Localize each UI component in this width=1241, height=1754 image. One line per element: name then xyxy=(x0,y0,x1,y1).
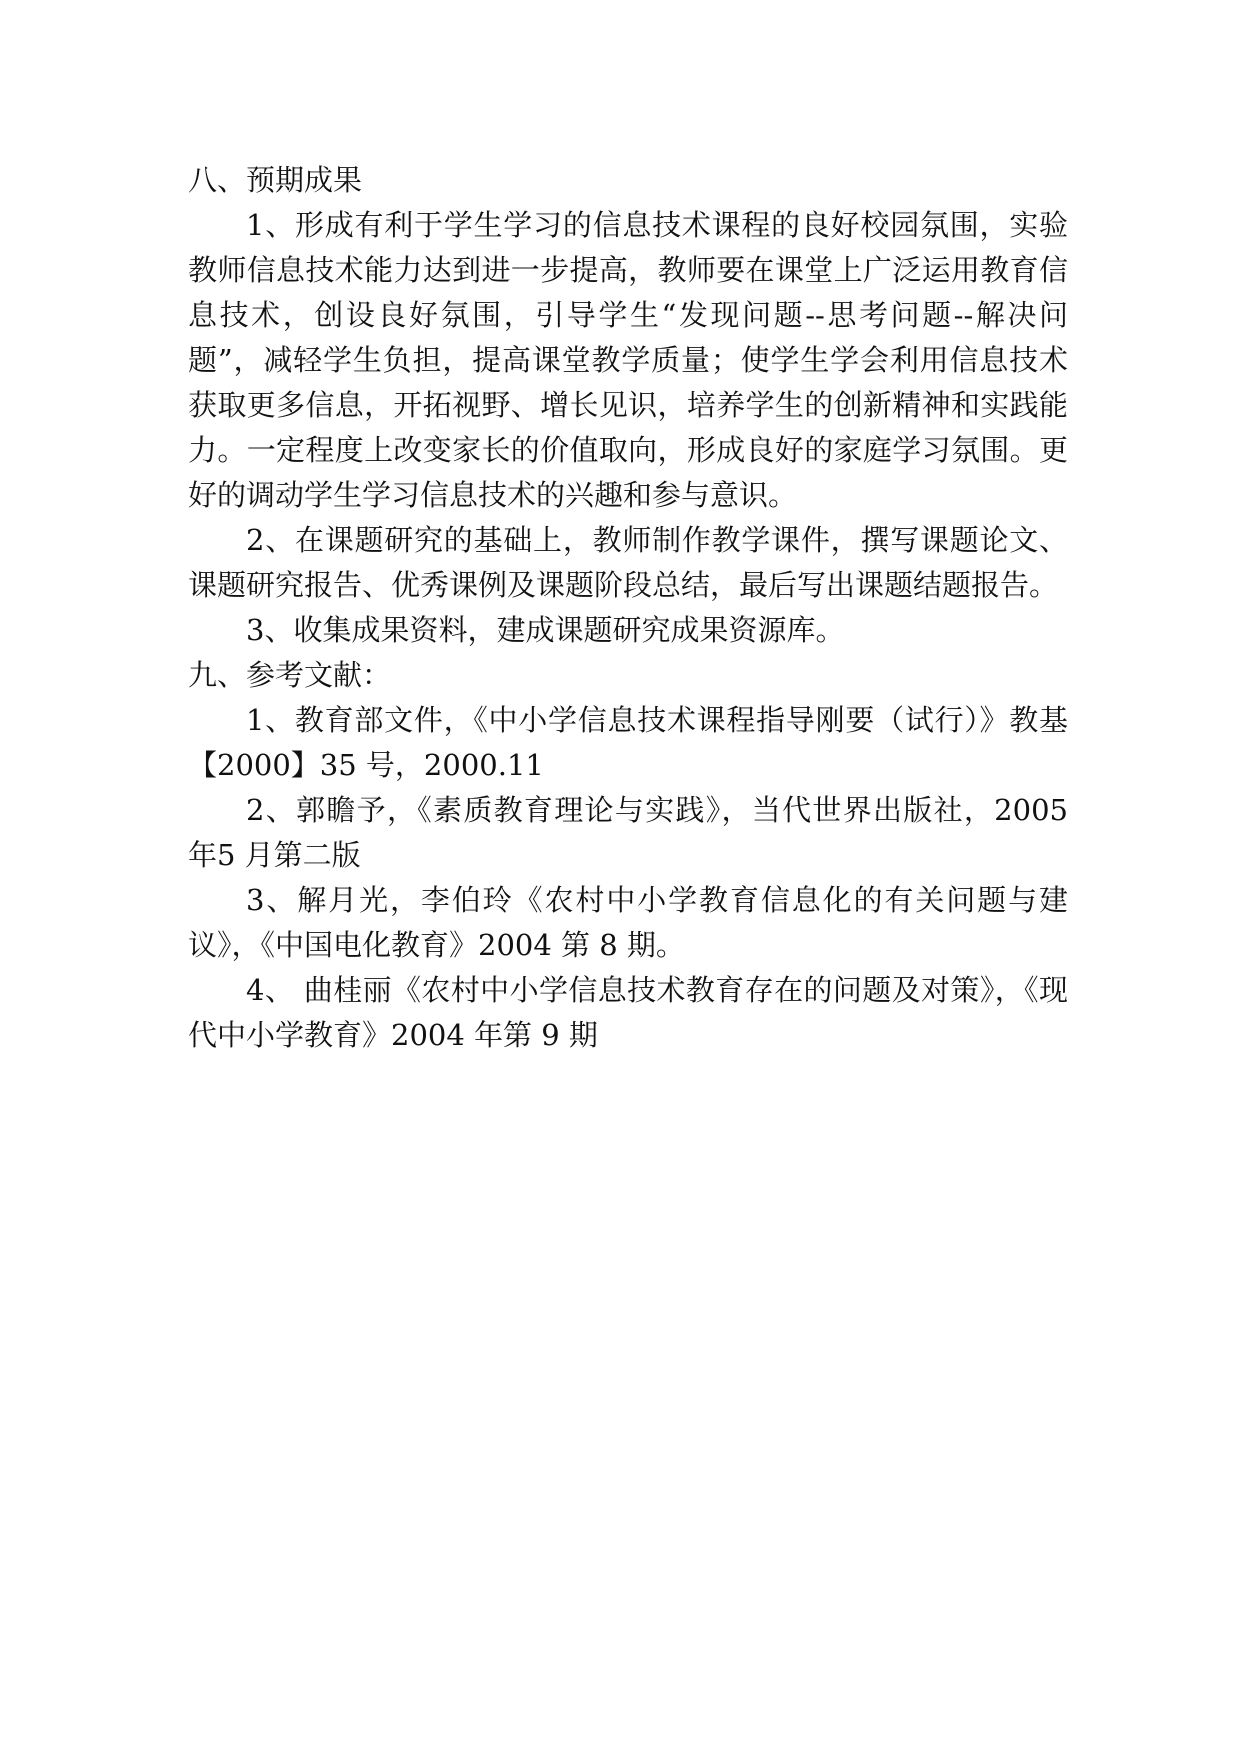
section-heading-expected-results: 八、预期成果 xyxy=(188,163,363,197)
reference-item-2: 2、郭瞻予，《素质教育理论与实践》，当代世界出版社，2005 年5 月第二版 xyxy=(188,793,1068,872)
expected-result-item-1: 1、形成有利于学生学习的信息技术课程的良好校园氛围，实验教师信息技术能力达到进一步提高，教师要在课堂上广泛运用教育信息技术，创设良好氛围，引导学生“发现问题--思考问题--解决问题”，减轻学生负担，提高课堂教学质量；使学生学会利用信息技术获取更多信息，开拓视野、增长见识，培养学生的创新精神和实践能力。一定程度上改变家长的价值取向，形成良好的家庭学习氛围。更好的调动学生学习信息技术的兴趣和参与意识。 xyxy=(188,208,1068,512)
expected-result-item-3: 3、收集成果资料，建成课题研究成果资源库。 xyxy=(246,613,845,647)
reference-item-4: 4、 曲桂丽《农村中小学信息技术教育存在的问题及对策》，《现代中小学教育》2004 年第 9 期 xyxy=(188,973,1068,1052)
reference-item-3: 3、解月光，李伯玲《农村中小学教育信息化的有关问题与建议》，《中国电化教育》2004 第 8 期。 xyxy=(188,883,1068,962)
document-body xyxy=(188,158,1068,1058)
reference-item-1: 1、教育部文件，《中小学信息技术课程指导刚要（试行）》教基【2000】35 号，2000.11 xyxy=(188,703,1068,782)
expected-result-item-2: 2、在课题研究的基础上，教师制作教学课件，撰写课题论文、课题研究报告、优秀课例及课题阶段总结，最后写出课题结题报告。 xyxy=(188,523,1068,602)
section-heading-references: 九、参考文献： xyxy=(188,658,392,692)
